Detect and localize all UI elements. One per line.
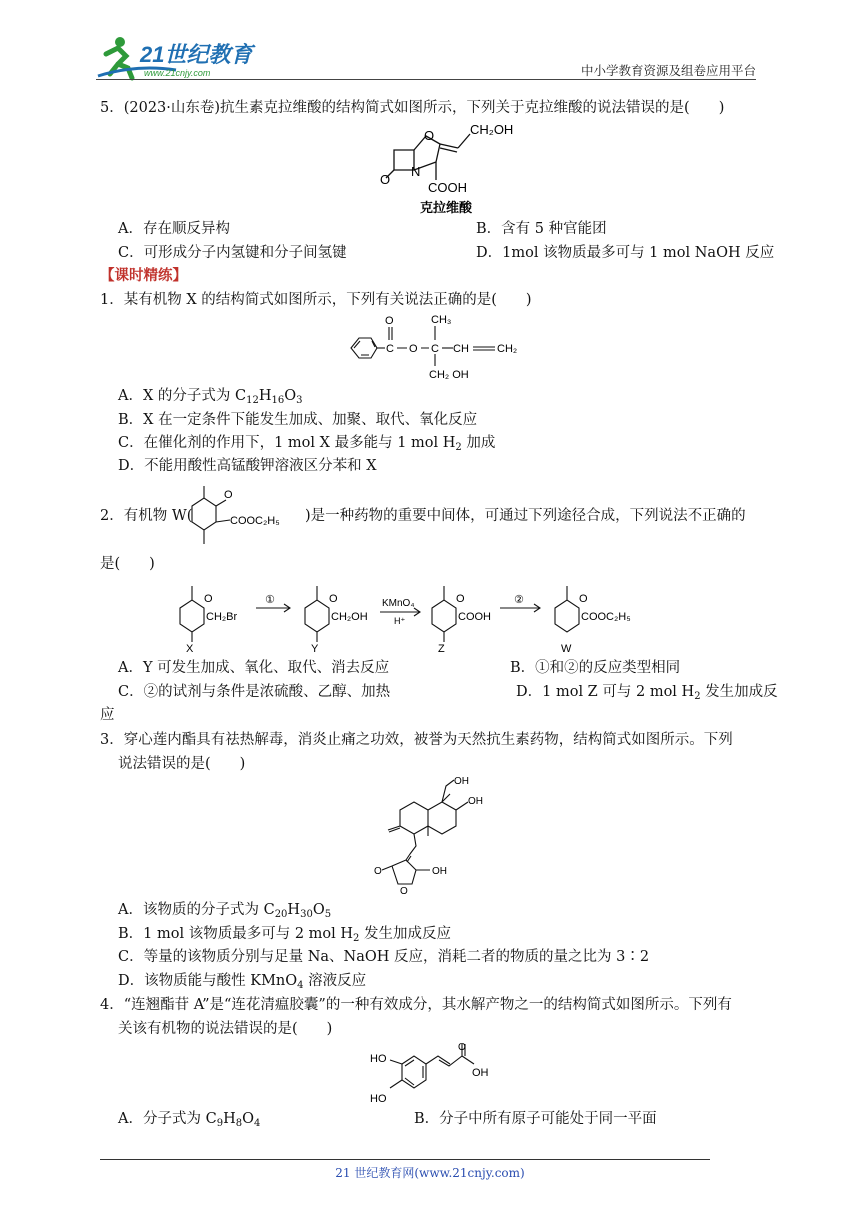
q1-option-b: B．X 在一定条件下能发生加成、加聚、取代、氧化反应 — [118, 412, 478, 428]
q3-oh-right: OH — [468, 796, 483, 807]
q3-lactone-oxygen: O — [400, 886, 408, 897]
q5-nitrogen: N — [411, 164, 421, 179]
step-2: ② — [514, 594, 524, 606]
q3-stem-line2: 说法错误的是( ) — [118, 756, 246, 772]
w-group: COOC₂H₅ — [581, 611, 631, 623]
q5-option-a: A．存在顺反异构 — [118, 221, 230, 237]
q2-stem-end: )是一种药物的重要中间体，可通过下列途径合成，下列说法不正确的 — [305, 508, 746, 524]
q2-option-b: B．①和②的反应类型相同 — [510, 660, 681, 676]
q1-carbonyl-oxygen: O — [385, 315, 394, 327]
q1-ch2oh: CH₂ OH — [429, 369, 469, 381]
q1-option-a: A．X 的分子式为 $C_{12}H_{16}O_3$ — [118, 388, 303, 406]
q3-option-b: B．1 mol 该物质最多可与 2 mol $H_2$ 发生加成反应 — [118, 926, 452, 944]
q5-figure-caption: 克拉维酸 — [420, 200, 473, 215]
q1-ester-oxygen: O — [409, 343, 418, 355]
q5-cooh: COOH — [428, 180, 467, 195]
q5-option-c: C．可形成分子内氢键和分子间氢键 — [118, 245, 347, 261]
q1-stem: 1．某有机物 X 的结构简式如图所示，下列有关说法正确的是( ) — [100, 292, 532, 308]
z-oxygen: O — [456, 593, 465, 605]
header-divider — [96, 79, 756, 80]
q3-lactone-carbonyl: O — [374, 866, 382, 877]
q5-keto-oxygen: O — [380, 172, 391, 187]
q2-inline-oxygen: O — [224, 489, 233, 501]
q2-synthesis-scheme — [170, 578, 700, 654]
q4-stem-line2: 关该有机物的说法错误的是( ) — [118, 1021, 333, 1037]
x-oxygen: O — [204, 593, 213, 605]
y-label: Y — [311, 643, 319, 654]
q1-carbon: C — [386, 343, 394, 355]
q4-option-a: A．分子式为 $C_9H_8O_4$ — [118, 1111, 261, 1129]
header-platform-text: 中小学教育资源及组卷应用平台 — [580, 63, 756, 78]
q3-structure-figure — [370, 774, 500, 900]
step-1: ① — [265, 594, 275, 606]
q2-stem-cont: 是( ) — [100, 556, 155, 572]
reagent-kmno4: KMnO₄ — [382, 598, 415, 609]
q1-quaternary-carbon: C — [431, 343, 439, 355]
z-label: Z — [438, 643, 445, 654]
q1-option-d: D．不能用酸性高锰酸钾溶液区分苯和 X — [118, 458, 377, 474]
logo-text: 21世纪教育 — [140, 42, 253, 67]
q3-option-c: C．等量的该物质分别与足量 Na、NaOH 反应，消耗二者的物质的量之比为 3∶2 — [118, 949, 650, 965]
w-oxygen: O — [579, 593, 588, 605]
q4-option-b: B．分子中所有原子可能处于同一平面 — [414, 1111, 657, 1127]
q3-oh-bottom: OH — [432, 866, 447, 877]
q4-ho-lower: HO — [370, 1093, 387, 1105]
q1-methyl: CH₃ — [431, 314, 452, 326]
q3-stem-line1: 3．穿心莲内酯具有祛热解毒，消炎止痛之功效，被誉为天然抗生素药物，结构简式如图所示。下列 — [100, 732, 733, 748]
section-title: 【课时精练】 — [100, 267, 187, 284]
q3-option-a: A．该物质的分子式为 $C_{20}H_{30}O_5$ — [118, 902, 332, 920]
footer-text: 21 世纪教育网(www.21cnjy.com) — [335, 1166, 525, 1180]
z-group: COOH — [458, 611, 491, 623]
q4-structure-figure — [366, 1040, 506, 1112]
q1-ch2: CH₂ — [497, 343, 518, 355]
site-logo — [96, 34, 266, 84]
q2-option-a: A．Y 可发生加成、氧化、取代、消去反应 — [118, 660, 390, 676]
q1-option-c: C．在催化剂的作用下，1 mol X 最多能与 1 mol $H_2$ 加成 — [118, 435, 496, 453]
w-label: W — [561, 643, 572, 654]
q5-option-d: D．1mol 该物质最多可与 1 mol NaOH 反应 — [476, 245, 775, 261]
y-group: CH₂OH — [331, 611, 368, 623]
q3-oh-top: OH — [454, 776, 469, 787]
q2-option-d-cont: 应 — [100, 707, 115, 723]
q1-structure-figure — [345, 310, 525, 384]
reagent-h-plus: H⁺ — [394, 616, 406, 626]
q2-inline-ester: COOC₂H₅ — [230, 515, 280, 527]
x-label: X — [186, 643, 194, 654]
q2-stem-start: 2．有机物 W( — [100, 508, 193, 524]
q4-ho-upper: HO — [370, 1053, 387, 1065]
q1-ch: CH — [453, 343, 469, 355]
q2-option-d: D．1 mol Z 可与 2 mol $H_2$ 发生加成反 — [516, 684, 778, 702]
q4-stem-line1: 4．“连翘酯苷 A”是“连花清瘟胶囊”的一种有效成分，其水解产物之一的结构简式如图所示。下列有 — [100, 997, 732, 1013]
q2-inline-structure — [186, 482, 306, 550]
x-group: CH₂Br — [206, 611, 238, 623]
q4-oh: OH — [472, 1067, 489, 1079]
q5-stem: 5．(2023·山东卷)抗生素克拉维酸的结构简式如图所示，下列关于克拉维酸的说法错误的是( ) — [100, 100, 725, 116]
q5-option-b: B．含有 5 种官能团 — [476, 221, 607, 237]
q4-carbonyl-oxygen: O — [458, 1042, 466, 1053]
q5-ring-oxygen: O — [424, 128, 435, 143]
q2-option-c: C．②的试剂与条件是浓硫酸、乙醇、加热 — [118, 684, 391, 700]
q5-structure-figure — [370, 118, 530, 218]
q3-option-d: D．该物质能与酸性 KMnO$_4$ 溶液反应 — [118, 973, 367, 991]
logo-url: www.21cnjy.com — [144, 68, 211, 78]
y-oxygen: O — [329, 593, 338, 605]
q5-ch2oh: CH₂OH — [470, 122, 514, 137]
footer-divider — [100, 1159, 710, 1160]
